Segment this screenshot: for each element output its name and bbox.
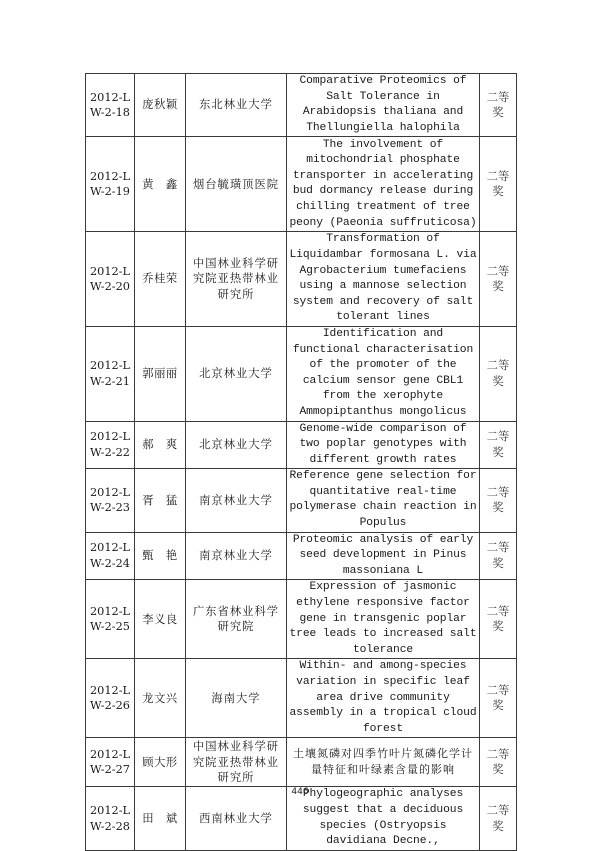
table-row <box>86 659 517 738</box>
paper-title: Identification and functional characterisation of the promoter of the calcium sensor gene CBL1 from the xerophyte Ammopiptanthus mongolicus <box>287 326 480 421</box>
organization: 西南林业大学 <box>186 787 287 850</box>
table-row <box>86 421 517 469</box>
award-id <box>86 421 135 469</box>
table-row <box>86 580 517 659</box>
award-id-line2: W-2-20 <box>90 280 130 294</box>
award-id-line2: W-2-19 <box>90 185 130 199</box>
award-id-line2: W-2-23 <box>90 501 130 515</box>
award-id-line2: W-2-18 <box>90 106 130 120</box>
table-row <box>86 738 517 787</box>
award-level: 二等奖 <box>480 326 517 421</box>
award-level: 二等奖 <box>480 659 517 738</box>
organization: 海南大学 <box>186 659 287 738</box>
paper-title: The involvement of mitochondrial phosphate transporter in accelerating bud dormancy release during chilling treatment of tree peony (Paeonia suffruticosa) <box>287 137 480 232</box>
award-id-line1: 2012-L <box>89 485 131 499</box>
table-row <box>86 232 517 327</box>
author-name: 郝 爽 <box>135 421 186 469</box>
award-level: 二等奖 <box>480 469 517 532</box>
table-row <box>86 137 517 232</box>
organization: 南京林业大学 <box>186 532 287 580</box>
author-name: 乔桂荣 <box>135 232 186 327</box>
award-level: 二等奖 <box>480 421 517 469</box>
award-id-line1: 2012-L <box>89 747 131 761</box>
award-id <box>86 532 135 580</box>
paper-title: Comparative Proteomics of Salt Tolerance in Arabidopsis thaliana and Thellungiella halophila <box>287 74 480 137</box>
award-id-line1: 2012-L <box>89 803 131 817</box>
author-name: 龙文兴 <box>135 659 186 738</box>
award-id <box>86 137 135 232</box>
author-name: 胥 猛 <box>135 469 186 532</box>
award-id-line1: 2012-L <box>89 264 131 278</box>
organization: 中国林业科学研究院亚热带林业研究所 <box>186 738 287 787</box>
table-row <box>86 326 517 421</box>
awards-table <box>85 73 517 851</box>
award-level: 二等奖 <box>480 580 517 659</box>
award-id-line2: W-2-22 <box>90 445 130 459</box>
author-name: 田 斌 <box>135 787 186 850</box>
award-id-line1: 2012-L <box>89 169 131 183</box>
organization: 中国林业科学研究院亚热带林业研究所 <box>186 232 287 327</box>
award-level: 二等奖 <box>480 787 517 850</box>
paper-title: Within- and among-species variation in specific leaf area drive community assembly in a tropical cloud forest <box>287 659 480 738</box>
author-name: 顾大形 <box>135 738 186 787</box>
award-level: 二等奖 <box>480 137 517 232</box>
table-row <box>86 74 517 137</box>
organization: 北京林业大学 <box>186 326 287 421</box>
award-id-line1: 2012-L <box>89 683 131 697</box>
paper-title: Phylogeographic analyses suggest that a deciduous species (Ostryopsis davidiana Decne., <box>287 787 480 850</box>
organization: 烟台毓璜顶医院 <box>186 137 287 232</box>
author-name: 李义良 <box>135 580 186 659</box>
paper-title: 土壤氮磷对四季竹叶片氮磷化学计量特征和叶绿素含量的影响 <box>287 738 480 787</box>
author-name: 郭丽丽 <box>135 326 186 421</box>
award-id-line2: W-2-21 <box>90 374 130 388</box>
organization: 东北林业大学 <box>186 74 287 137</box>
award-id <box>86 232 135 327</box>
award-id-line2: W-2-26 <box>90 699 130 713</box>
paper-title: Genome-wide comparison of two poplar genotypes with different growth rates <box>287 421 480 469</box>
award-id-line2: W-2-28 <box>90 819 130 833</box>
award-id-line2: W-2-25 <box>90 620 130 634</box>
award-level: 二等奖 <box>480 74 517 137</box>
paper-title: Proteomic analysis of early seed development in Pinus massoniana L <box>287 532 480 580</box>
award-id-line1: 2012-L <box>89 541 131 555</box>
award-id <box>86 580 135 659</box>
paper-title: Reference gene selection for quantitative real-time polymerase chain reaction in Populus <box>287 469 480 532</box>
organization: 北京林业大学 <box>186 421 287 469</box>
table-row <box>86 532 517 580</box>
award-id-line2: W-2-24 <box>90 557 130 571</box>
award-id <box>86 74 135 137</box>
author-name: 庞秋颖 <box>135 74 186 137</box>
award-id <box>86 738 135 787</box>
paper-title: Transformation of Liquidambar formosana L. via Agrobacterium tumefaciens using a mannose selection system and recovery of salt tolerant lines <box>287 232 480 327</box>
award-level: 二等奖 <box>480 232 517 327</box>
award-id <box>86 659 135 738</box>
award-id-line1: 2012-L <box>89 359 131 373</box>
organization: 广东省林业科学研究院 <box>186 580 287 659</box>
author-name: 黄 鑫 <box>135 137 186 232</box>
table-row <box>86 469 517 532</box>
award-id-line1: 2012-L <box>89 90 131 104</box>
award-level: 二等奖 <box>480 738 517 787</box>
award-id-line2: W-2-27 <box>90 763 130 777</box>
award-id-line1: 2012-L <box>89 604 131 618</box>
page-number: 446 <box>291 787 309 797</box>
paper-title: Expression of jasmonic ethylene responsive factor gene in transgenic poplar tree leads to increased salt tolerance <box>287 580 480 659</box>
organization: 南京林业大学 <box>186 469 287 532</box>
award-id-line1: 2012-L <box>89 430 131 444</box>
award-id <box>86 326 135 421</box>
award-level: 二等奖 <box>480 532 517 580</box>
author-name: 甄 艳 <box>135 532 186 580</box>
award-id <box>86 469 135 532</box>
